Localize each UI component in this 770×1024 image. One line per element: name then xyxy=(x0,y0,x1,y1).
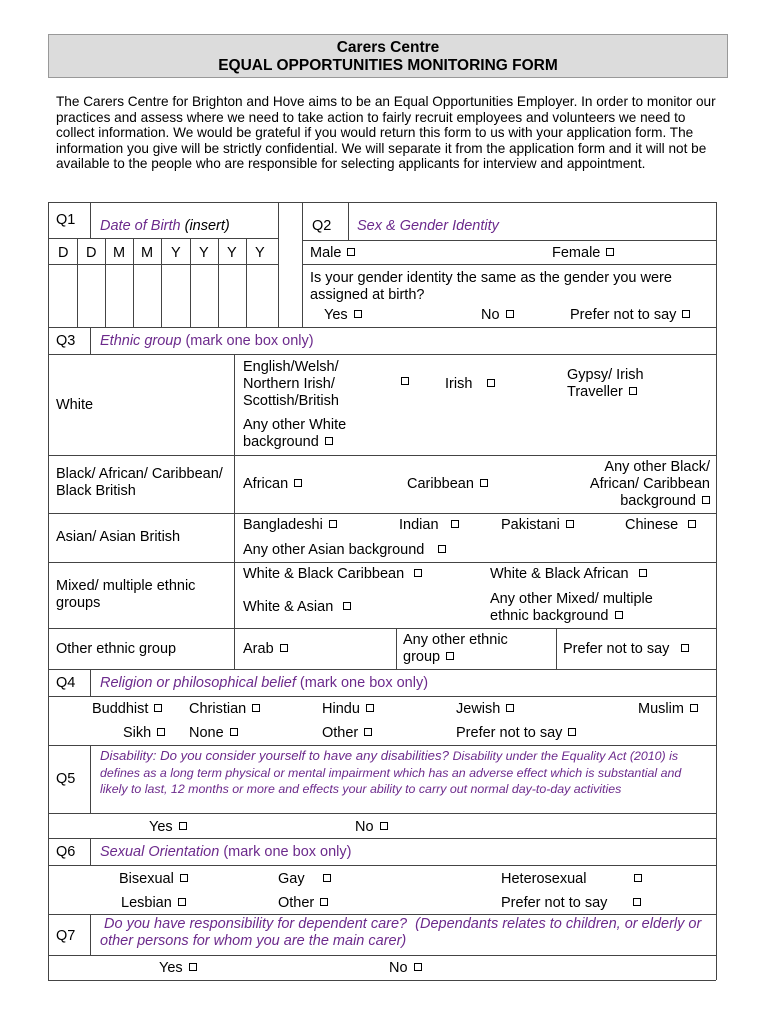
checkbox-icon[interactable] xyxy=(401,377,409,385)
gender-yes-option[interactable]: Yes xyxy=(324,307,362,324)
sikh-option[interactable]: Sikh xyxy=(123,725,165,742)
form-title-org: Carers Centre xyxy=(336,39,440,56)
ethnic-prefer-option[interactable]: Prefer not to say xyxy=(563,641,689,658)
asian-group-label: Asian/ Asian British xyxy=(56,529,181,545)
white-other-option[interactable]: Any other White background xyxy=(243,417,347,450)
disability-no-option[interactable]: No xyxy=(355,819,388,836)
checkbox-icon[interactable] xyxy=(414,963,422,971)
white-group-label: White xyxy=(56,397,94,413)
dob-cell[interactable]: Y xyxy=(227,245,237,261)
checkbox-icon[interactable] xyxy=(364,728,372,736)
male-option[interactable]: Male xyxy=(310,245,355,262)
checkbox-icon[interactable] xyxy=(606,248,614,256)
lesbian-option[interactable]: Lesbian xyxy=(121,895,186,912)
q2-label: Sex & Gender Identity xyxy=(357,218,499,234)
checkbox-icon[interactable] xyxy=(323,874,331,882)
dob-cell[interactable]: Y xyxy=(171,245,181,261)
african-option[interactable]: African xyxy=(243,476,302,493)
checkbox-icon[interactable] xyxy=(690,704,698,712)
bangladeshi-option[interactable]: Bangladeshi xyxy=(243,517,337,534)
dob-cell[interactable]: D xyxy=(86,245,97,261)
checkbox-icon[interactable] xyxy=(178,898,186,906)
religion-other-option[interactable]: Other xyxy=(322,725,372,742)
checkbox-icon[interactable] xyxy=(451,520,459,528)
form-title-box xyxy=(48,34,728,78)
female-option[interactable]: Female xyxy=(552,245,614,262)
q2-number: Q2 xyxy=(312,218,332,234)
asian-other-option[interactable]: Any other Asian background xyxy=(243,542,446,559)
none-option[interactable]: None xyxy=(189,725,238,742)
checkbox-icon[interactable] xyxy=(329,520,337,528)
white-asian-option[interactable]: White & Asian xyxy=(243,599,351,616)
religion-prefer-option[interactable]: Prefer not to say xyxy=(456,725,576,742)
chinese-option[interactable]: Chinese xyxy=(625,517,696,534)
black-other-option[interactable]: Any other Black/ African/ Caribbean background xyxy=(589,459,710,509)
pakistani-option[interactable]: Pakistani xyxy=(501,517,574,534)
checkbox-icon[interactable] xyxy=(506,310,514,318)
white-black-caribbean-option[interactable]: White & Black Caribbean xyxy=(243,566,422,583)
q6-label: Sexual Orientation (mark one box only) xyxy=(100,844,352,860)
checkbox-icon[interactable] xyxy=(325,437,333,445)
other-ethnic-option[interactable]: Any other ethnic group xyxy=(403,632,508,665)
q6-number: Q6 xyxy=(56,844,76,860)
dob-cell[interactable]: D xyxy=(58,245,69,261)
checkbox-icon[interactable] xyxy=(366,704,374,712)
checkbox-icon[interactable] xyxy=(639,569,647,577)
heterosexual-option[interactable]: Heterosexual xyxy=(501,871,642,888)
white-black-african-option[interactable]: White & Black African xyxy=(490,566,647,583)
checkbox-icon[interactable] xyxy=(414,569,422,577)
gender-identity-question: Is your gender identity the same as the gender you were assigned at birth? xyxy=(310,270,672,303)
q7-number: Q7 xyxy=(56,928,76,944)
dob-cell[interactable]: Y xyxy=(199,245,209,261)
checkbox-icon[interactable] xyxy=(380,822,388,830)
mixed-other-option[interactable]: Any other Mixed/ multiple ethnic background xyxy=(490,591,653,624)
buddhist-option[interactable]: Buddhist xyxy=(92,701,162,718)
grid-line xyxy=(48,202,716,203)
checkbox-icon[interactable] xyxy=(354,310,362,318)
other-ethnic-group-label: Other ethnic group xyxy=(56,641,177,657)
checkbox-icon[interactable] xyxy=(252,704,260,712)
muslim-option[interactable]: Muslim xyxy=(638,701,698,718)
orientation-prefer-option[interactable]: Prefer not to say xyxy=(501,895,641,912)
q4-label: Religion or philosophical belief (mark one box only) xyxy=(100,675,429,691)
checkbox-icon[interactable] xyxy=(506,704,514,712)
bisexual-option[interactable]: Bisexual xyxy=(119,871,188,888)
checkbox-icon[interactable] xyxy=(180,874,188,882)
mixed-group-label: Mixed/ multiple ethnic groups xyxy=(56,578,196,611)
jewish-option[interactable]: Jewish xyxy=(456,701,514,718)
q7-question: Do you have responsibility for dependent care? (Dependants relates to children, or elderly or other persons for whom you are the main carer) xyxy=(100,916,702,949)
care-yes-option[interactable]: Yes xyxy=(159,960,197,977)
intro-paragraph: The Carers Centre for Brighton and Hove aims to be an Equal Opportunities Employer. In order to monitor our practices and assess where we need to take action to fairly recruit employees and volunteers we need to collect information. We would be grateful if you would return this form to us with your application form. The information you give will be strictly confidential. We will separate it from the application form and it will not be available to the people who are responsible for selecting applicants for interview and appointment. xyxy=(56,94,716,172)
arab-option[interactable]: Arab xyxy=(243,641,288,658)
q3-label: Ethnic group (mark one box only) xyxy=(100,333,314,349)
gay-option[interactable]: Gay xyxy=(278,871,331,888)
q5-number: Q5 xyxy=(56,771,76,787)
white-british-option: English/Welsh/ Northern Irish/ Scottish/British xyxy=(243,359,339,409)
checkbox-icon[interactable] xyxy=(681,644,689,652)
checkbox-icon[interactable] xyxy=(566,520,574,528)
gender-prefer-option[interactable]: Prefer not to say xyxy=(570,307,690,324)
christian-option[interactable]: Christian xyxy=(189,701,260,718)
q5-question: Disability: Do you consider yourself to have any disabilities? Disability under the Equality Act (2010) is defines as a long term physical or mental impairment which has an adverse effect which is substantial and likely to last, 12 months or more and effects your ability to carry out normal day-to-day activities xyxy=(100,748,682,796)
black-group-label: Black/ African/ Caribbean/ Black British xyxy=(56,466,223,499)
checkbox-icon[interactable] xyxy=(702,496,710,504)
gender-no-option[interactable]: No xyxy=(481,307,514,324)
disability-yes-option[interactable]: Yes xyxy=(149,819,187,836)
checkbox-icon[interactable] xyxy=(157,728,165,736)
checkbox-icon[interactable] xyxy=(629,387,637,395)
checkbox-icon[interactable] xyxy=(487,379,495,387)
irish-option[interactable]: Irish xyxy=(445,376,495,393)
q4-number: Q4 xyxy=(56,675,76,691)
checkbox-icon[interactable] xyxy=(615,611,623,619)
dob-cell[interactable]: M xyxy=(141,245,154,261)
caribbean-option[interactable]: Caribbean xyxy=(407,476,488,493)
dob-cell[interactable]: M xyxy=(113,245,126,261)
hindu-option[interactable]: Hindu xyxy=(322,701,374,718)
checkbox-icon[interactable] xyxy=(320,898,328,906)
q1-label: Date of Birth (insert) xyxy=(100,218,230,234)
gypsy-option[interactable]: Gypsy/ Irish Traveller xyxy=(567,367,644,400)
checkbox-icon[interactable] xyxy=(633,898,641,906)
orientation-other-option[interactable]: Other xyxy=(278,895,328,912)
checkbox-icon[interactable] xyxy=(438,545,446,553)
care-no-option[interactable]: No xyxy=(389,960,422,977)
checkbox-icon[interactable] xyxy=(189,963,197,971)
checkbox-icon[interactable] xyxy=(343,602,351,610)
checkbox-icon[interactable] xyxy=(480,479,488,487)
checkbox-icon[interactable] xyxy=(154,704,162,712)
checkbox-icon[interactable] xyxy=(446,652,454,660)
checkbox-icon[interactable] xyxy=(294,479,302,487)
form-title: EQUAL OPPORTUNITIES MONITORING FORM xyxy=(218,57,558,74)
indian-option[interactable]: Indian xyxy=(399,517,459,534)
checkbox-icon[interactable] xyxy=(347,248,355,256)
checkbox-icon[interactable] xyxy=(634,874,642,882)
dob-cell[interactable]: Y xyxy=(255,245,265,261)
q3-number: Q3 xyxy=(56,333,76,349)
checkbox-icon[interactable] xyxy=(568,728,576,736)
checkbox-icon[interactable] xyxy=(280,644,288,652)
checkbox-icon[interactable] xyxy=(688,520,696,528)
checkbox-icon[interactable] xyxy=(230,728,238,736)
checkbox-icon[interactable] xyxy=(179,822,187,830)
checkbox-icon[interactable] xyxy=(682,310,690,318)
q1-number: Q1 xyxy=(56,212,76,228)
